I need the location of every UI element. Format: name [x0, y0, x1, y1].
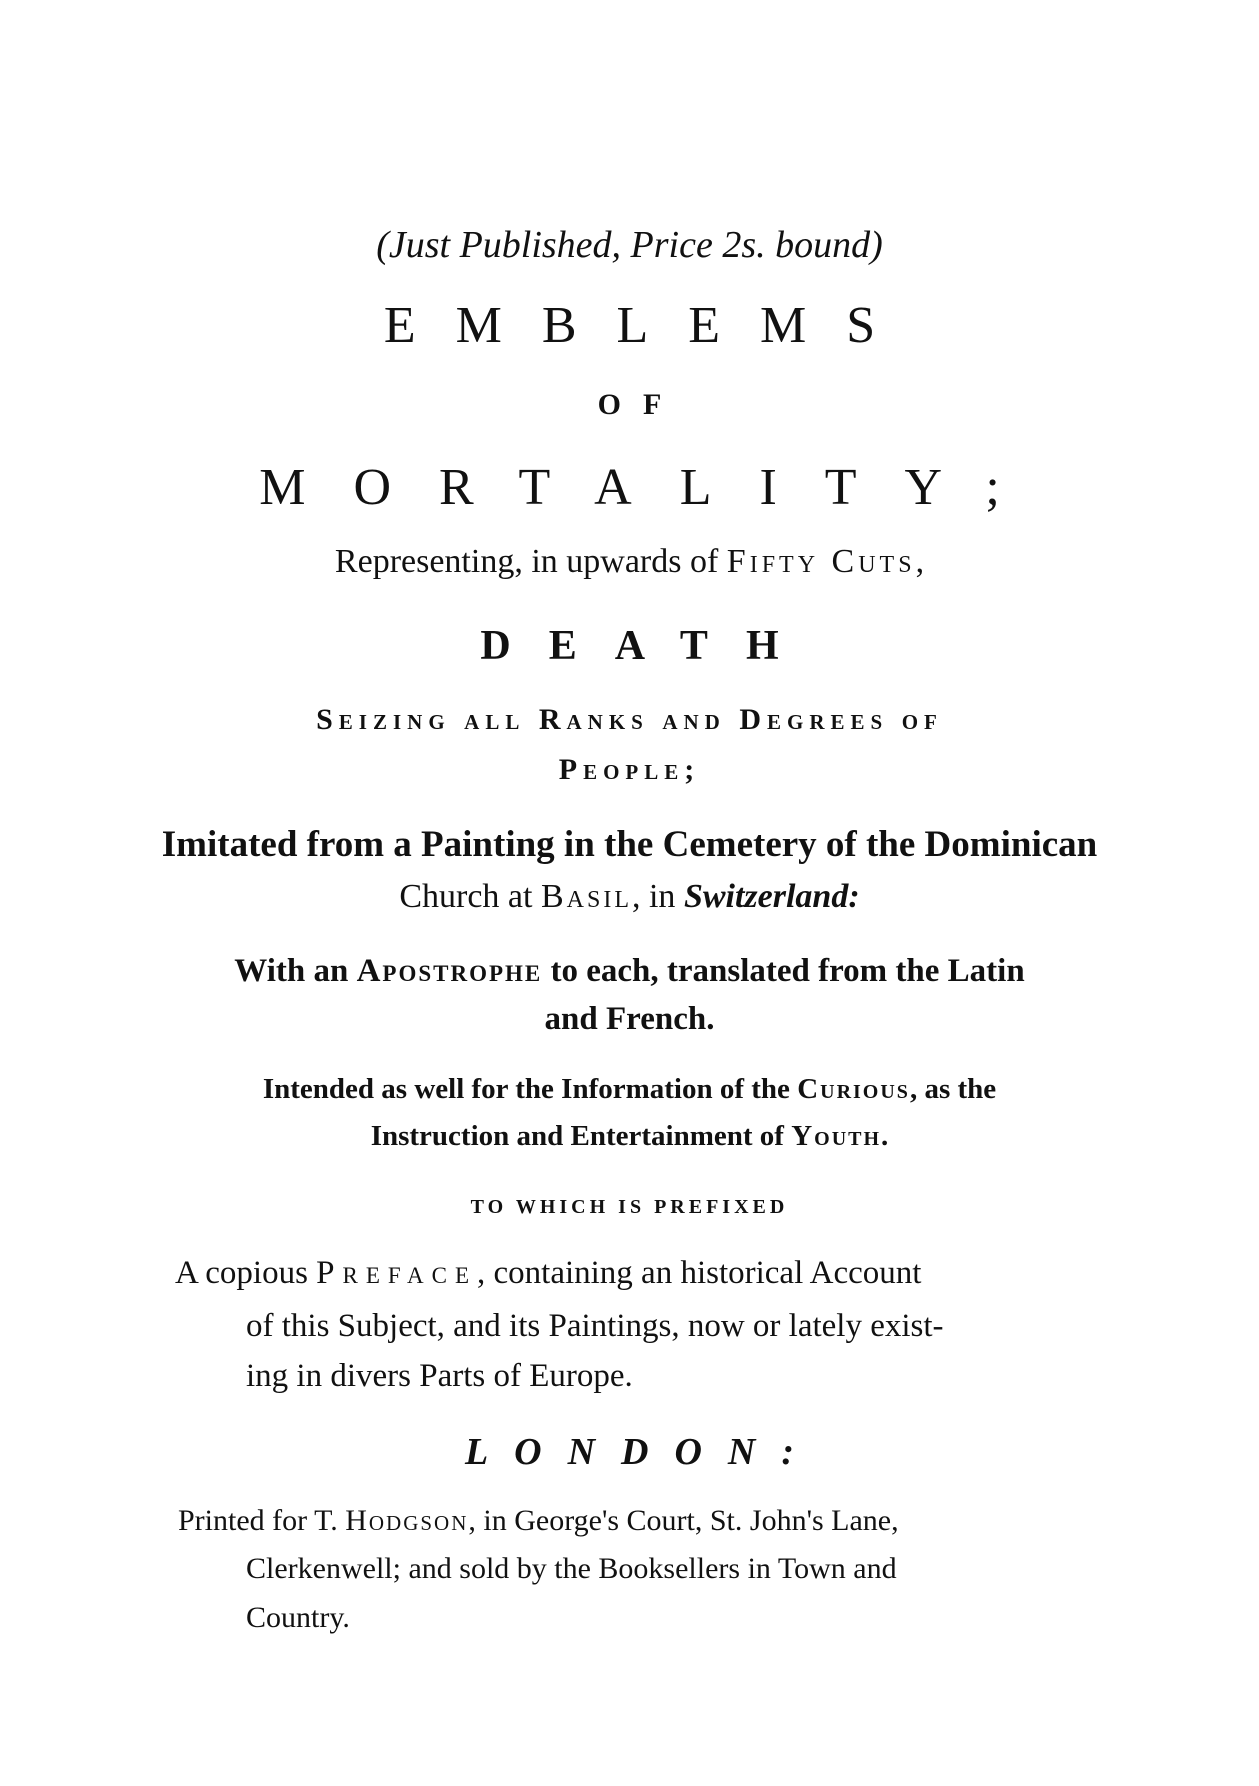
switzerland-text: Switzerland:	[683, 878, 860, 915]
imprint-line-1	[178, 1506, 1098, 1536]
representing-line	[0, 545, 1259, 579]
title-mortality: MORTALITY;	[259, 459, 1048, 516]
representing-punct: ,	[915, 543, 925, 580]
address-text: , in George's Court, St. John's Lane,	[468, 1504, 899, 1537]
church-text: Church at	[399, 878, 541, 915]
youth-word: Youth	[791, 1120, 882, 1152]
basil-text: Basil	[540, 878, 632, 915]
as-the-text: , as the	[909, 1073, 997, 1105]
title-of: OF	[597, 388, 684, 421]
translated-text: to each, translated from the Latin	[542, 953, 1025, 989]
apostrophe-line-1	[0, 955, 1259, 988]
preface-line-2: of this Subject, and its Paintings, now or lately exist-	[246, 1308, 944, 1344]
imprint-line-3: Country.	[246, 1601, 350, 1634]
imitated-line-2	[0, 880, 1259, 914]
preface-line-1	[175, 1257, 1095, 1290]
prefixed-heading: TO WHICH IS PREFIXED	[470, 1196, 789, 1218]
imprint-line-2: Clerkenwell; and sold by the Booksellers in Town and	[246, 1552, 897, 1585]
intended-line-1	[0, 1075, 1259, 1104]
printed-for-text: Printed for T.	[178, 1504, 346, 1537]
in-text: , in	[631, 878, 684, 915]
intended-line-2	[0, 1122, 1259, 1151]
price-notice: (Just Published, Price 2s. bound)	[376, 224, 883, 266]
with-an-text: With an	[234, 953, 357, 989]
instruction-text: Instruction and Entertainment of	[370, 1120, 792, 1152]
copious-text: A copious	[175, 1255, 317, 1291]
curious-word: Curious	[797, 1073, 910, 1105]
imprint-city: LONDON:	[464, 1431, 821, 1473]
youth-punct: .	[881, 1120, 889, 1152]
hodgson-name: Hodgson	[345, 1504, 469, 1537]
apostrophe-line-2: and French.	[544, 1001, 715, 1037]
fifty-cuts-text: Fifty Cuts	[726, 543, 916, 580]
intended-text: Intended as well for the Information of the	[262, 1073, 798, 1105]
preface-line-3: ing in divers Parts of Europe.	[246, 1358, 633, 1394]
seizing-line-2: People;	[558, 753, 701, 786]
seizing-line-1: Seizing all Ranks and Degrees of	[316, 703, 943, 736]
title-death: DEATH	[480, 623, 817, 669]
containing-text: , containing an historical Account	[477, 1255, 922, 1291]
title-emblems: EMBLEMS	[383, 297, 916, 354]
imitated-line-1: Imitated from a Painting in the Cemetery of the Dominican	[161, 824, 1098, 865]
representing-text: Representing, in upwards of	[334, 543, 727, 580]
apostrophe-word: Apostrophe	[356, 953, 543, 989]
preface-word: Preface	[316, 1255, 477, 1291]
